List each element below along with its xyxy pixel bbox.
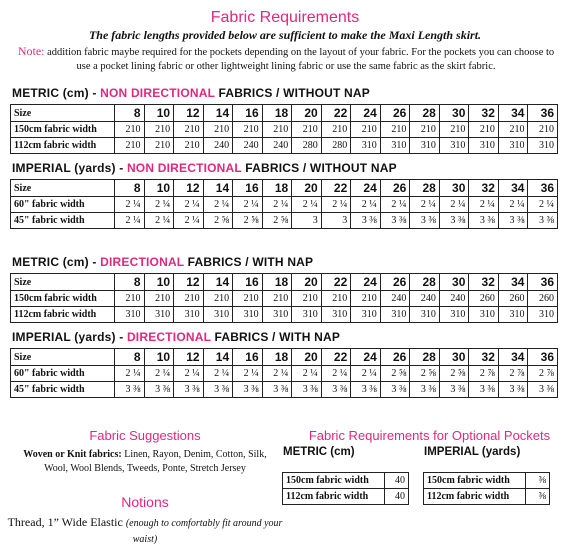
size-header: 24 — [351, 274, 381, 291]
table-cell: 310 — [410, 138, 440, 154]
table-metric-directional — [10, 273, 558, 323]
row-label: 45" fabric width — [11, 382, 115, 398]
table-cell: 260 — [498, 291, 528, 307]
table-cell: 3 ⅜ — [174, 382, 204, 398]
table-cell: 280 — [292, 138, 322, 154]
size-header: 18 — [262, 180, 292, 197]
heading-pink: NON DIRECTIONAL — [126, 161, 242, 175]
size-header: 30 — [439, 349, 469, 366]
table-imperial-non-directional — [10, 179, 558, 229]
heading-pink: DIRECTIONAL — [100, 255, 185, 269]
row-value: ⅜ — [526, 473, 550, 489]
table-cell: 210 — [380, 122, 410, 138]
table-cell: 2 ¼ — [498, 197, 528, 213]
heading-pre: IMPERIAL (yards) - — [12, 330, 127, 344]
row-value: 40 — [385, 489, 409, 505]
size-header: 32 — [469, 274, 499, 291]
table-row — [11, 291, 558, 307]
size-header-label: Size — [11, 274, 115, 291]
row-label: 150cm fabric width — [424, 473, 526, 489]
size-header: 10 — [144, 105, 174, 122]
size-header: 30 — [439, 180, 469, 197]
table-cell: 2 ⅝ — [262, 213, 292, 229]
row-label: 60" fabric width — [11, 197, 115, 213]
table-row — [283, 473, 409, 489]
table-cell: 210 — [174, 122, 204, 138]
table-cell: 2 ¼ — [174, 213, 204, 229]
section-heading-imperial-non-directional — [12, 161, 397, 175]
table-cell: 2 ¼ — [292, 197, 322, 213]
table-cell: 2 ¼ — [351, 197, 381, 213]
size-header: 12 — [174, 105, 204, 122]
table-cell: 310 — [144, 307, 174, 323]
size-header: 12 — [174, 274, 204, 291]
section-heading-metric-non-directional — [12, 86, 370, 100]
table-cell: 3 ⅜ — [144, 382, 174, 398]
table-metric-non-directional — [10, 104, 558, 154]
size-header: 8 — [115, 180, 145, 197]
table-row — [11, 122, 558, 138]
size-header: 26 — [380, 349, 410, 366]
notions-items: Thread, 1” Wide Elastic — [7, 515, 123, 529]
table-cell: 2 ¼ — [115, 213, 145, 229]
table-cell: 210 — [262, 291, 292, 307]
table-cell: 280 — [321, 138, 351, 154]
size-header: 20 — [292, 274, 322, 291]
table-cell: 210 — [292, 122, 322, 138]
table-cell: 310 — [498, 307, 528, 323]
notions-text — [0, 515, 290, 547]
table-cell: 310 — [115, 307, 145, 323]
heading-post: FABRICS / WITHOUT NAP — [241, 161, 397, 175]
table-cell: 2 ⅝ — [233, 213, 263, 229]
note-label: Note: — [17, 44, 45, 58]
table-cell: 210 — [351, 291, 381, 307]
suggestions-list: Linen, Rayon, Denim, Cotton, Silk, Wool, Wool Blends, Tweeds, Ponte, Stretch Jersey — [44, 449, 267, 474]
table-cell: 3 ⅜ — [528, 382, 558, 398]
table-cell: 3 ⅜ — [203, 382, 233, 398]
table-cell: 210 — [115, 138, 145, 154]
size-header: 20 — [292, 105, 322, 122]
table-cell: 210 — [439, 122, 469, 138]
table-cell: 210 — [321, 291, 351, 307]
size-header: 24 — [351, 180, 381, 197]
table-cell: 210 — [498, 122, 528, 138]
size-header: 36 — [528, 105, 558, 122]
row-label: 150cm fabric width — [11, 291, 115, 307]
table-header-row — [11, 180, 558, 197]
table-cell: 210 — [144, 291, 174, 307]
table-cell: 2 ¼ — [144, 213, 174, 229]
size-header: 12 — [174, 349, 204, 366]
table-cell: 240 — [203, 138, 233, 154]
table-cell: 210 — [233, 122, 263, 138]
table-cell: 310 — [469, 307, 499, 323]
table-cell: 3 ⅜ — [233, 382, 263, 398]
table-cell: 2 ⅝ — [380, 366, 410, 382]
table-cell: 310 — [233, 307, 263, 323]
table-cell: 2 ¼ — [469, 197, 499, 213]
table-cell: 2 ⅝ — [203, 213, 233, 229]
table-cell: 210 — [351, 122, 381, 138]
size-header: 26 — [380, 180, 410, 197]
table-cell: 2 ¼ — [262, 366, 292, 382]
table-cell: 3 ⅜ — [115, 382, 145, 398]
table-row — [424, 489, 550, 505]
size-header: 18 — [262, 349, 292, 366]
heading-post: FABRICS / WITH NAP — [210, 330, 341, 344]
heading-post: FABRICS / WITH NAP — [184, 255, 314, 269]
table-cell: 2 ¼ — [262, 197, 292, 213]
table-cell: 3 ⅜ — [262, 382, 292, 398]
size-header: 32 — [469, 105, 499, 122]
row-label: 112cm fabric width — [11, 307, 115, 323]
table-cell: 210 — [410, 122, 440, 138]
table-cell: 260 — [469, 291, 499, 307]
table-cell: 3 ⅜ — [351, 213, 381, 229]
table-cell: 2 ⅞ — [528, 366, 558, 382]
table-header-row — [11, 274, 558, 291]
table-cell: 210 — [144, 122, 174, 138]
table-cell: 210 — [203, 291, 233, 307]
size-header: 26 — [380, 105, 410, 122]
table-cell: 210 — [469, 122, 499, 138]
size-header-label: Size — [11, 180, 115, 197]
table-cell: 310 — [380, 307, 410, 323]
table-cell: 210 — [174, 291, 204, 307]
size-header: 8 — [115, 349, 145, 366]
size-header: 36 — [528, 349, 558, 366]
size-header: 16 — [233, 180, 263, 197]
size-header: 14 — [203, 180, 233, 197]
table-cell: 210 — [115, 291, 145, 307]
table-cell: 310 — [351, 138, 381, 154]
size-header: 14 — [203, 105, 233, 122]
size-header: 22 — [321, 180, 351, 197]
table-cell: 2 ¼ — [292, 366, 322, 382]
table-cell: 210 — [321, 122, 351, 138]
table-cell: 3 ⅜ — [380, 213, 410, 229]
table-cell: 310 — [410, 307, 440, 323]
size-header: 28 — [410, 274, 440, 291]
table-cell: 240 — [439, 291, 469, 307]
heading-pre: METRIC (cm) - — [12, 86, 101, 100]
note — [10, 44, 562, 74]
size-header: 22 — [321, 349, 351, 366]
table-cell: 3 ⅜ — [380, 382, 410, 398]
row-label: 112cm fabric width — [424, 489, 526, 505]
size-header: 36 — [528, 274, 558, 291]
size-header: 18 — [262, 105, 292, 122]
size-header: 28 — [410, 105, 440, 122]
size-header: 32 — [469, 180, 499, 197]
table-cell: 2 ¼ — [410, 197, 440, 213]
table-cell: 310 — [469, 138, 499, 154]
table-cell: 310 — [439, 138, 469, 154]
size-header: 14 — [203, 274, 233, 291]
notions-title: Notions — [121, 494, 169, 510]
heading-pink: DIRECTIONAL — [126, 330, 211, 344]
table-cell: 310 — [528, 138, 558, 154]
heading-pre: METRIC (cm) - — [12, 255, 101, 269]
heading-pre: IMPERIAL (yards) - — [12, 161, 127, 175]
table-cell: 3 ⅜ — [321, 382, 351, 398]
table-cell: 3 ⅜ — [469, 382, 499, 398]
table-row — [11, 213, 558, 229]
size-header: 22 — [321, 274, 351, 291]
table-cell: 2 ¼ — [351, 366, 381, 382]
table-header-row — [11, 349, 558, 366]
page-subtitle: The fabric lengths provided below are sufficient to make the Maxi Length skirt. — [88, 28, 482, 42]
size-header: 16 — [233, 105, 263, 122]
table-cell: 3 ⅜ — [469, 213, 499, 229]
table-cell: 260 — [528, 291, 558, 307]
table-row — [11, 138, 558, 154]
table-cell: 2 ¼ — [439, 197, 469, 213]
suggestions-title: Fabric Suggestions — [89, 428, 201, 443]
notions-note: (enough to comfortably fit around your waist) — [125, 518, 283, 545]
table-cell: 2 ⅝ — [410, 366, 440, 382]
table-row — [11, 197, 558, 213]
size-header: 20 — [292, 349, 322, 366]
size-header: 36 — [528, 180, 558, 197]
size-header: 24 — [351, 105, 381, 122]
table-cell: 310 — [262, 307, 292, 323]
table-cell: 2 ⅝ — [439, 366, 469, 382]
size-header: 30 — [439, 105, 469, 122]
table-cell: 310 — [321, 307, 351, 323]
table-cell: 210 — [528, 122, 558, 138]
table-cell: 310 — [439, 307, 469, 323]
heading-pink: NON DIRECTIONAL — [100, 86, 215, 100]
pockets-imperial-heading: IMPERIAL (yards) — [424, 446, 521, 458]
row-value: 40 — [385, 473, 409, 489]
table-cell: 2 ¼ — [115, 197, 145, 213]
table-cell: 3 ⅜ — [351, 382, 381, 398]
table-cell: 240 — [262, 138, 292, 154]
size-header: 34 — [498, 105, 528, 122]
table-cell: 2 ¼ — [203, 366, 233, 382]
table-cell: 2 ¼ — [233, 366, 263, 382]
table-header-row — [11, 105, 558, 122]
table-cell: 210 — [144, 138, 174, 154]
table-cell: 3 ⅜ — [410, 382, 440, 398]
pockets-imperial-table — [423, 472, 550, 505]
size-header: 34 — [498, 349, 528, 366]
table-cell: 310 — [292, 307, 322, 323]
table-cell: 3 — [321, 213, 351, 229]
table-cell: 2 ⅞ — [498, 366, 528, 382]
size-header: 32 — [469, 349, 499, 366]
size-header: 8 — [115, 105, 145, 122]
table-cell: 2 ¼ — [203, 197, 233, 213]
table-cell: 3 ⅜ — [439, 213, 469, 229]
table-cell: 3 ⅜ — [439, 382, 469, 398]
size-header: 22 — [321, 105, 351, 122]
table-row — [11, 307, 558, 323]
table-cell: 210 — [174, 138, 204, 154]
size-header-label: Size — [11, 105, 115, 122]
table-cell: 310 — [174, 307, 204, 323]
table-cell: 2 ¼ — [380, 197, 410, 213]
table-cell: 2 ¼ — [321, 197, 351, 213]
size-header: 10 — [144, 180, 174, 197]
table-row — [424, 473, 550, 489]
table-cell: 3 ⅜ — [410, 213, 440, 229]
row-label: 150cm fabric width — [283, 473, 385, 489]
size-header: 28 — [410, 180, 440, 197]
size-header: 20 — [292, 180, 322, 197]
table-cell: 210 — [115, 122, 145, 138]
size-header: 26 — [380, 274, 410, 291]
table-cell: 3 — [292, 213, 322, 229]
table-cell: 2 ¼ — [144, 366, 174, 382]
size-header: 16 — [233, 349, 263, 366]
table-cell: 310 — [351, 307, 381, 323]
table-cell: 2 ¼ — [115, 366, 145, 382]
note-text: addition fabric maybe required for the pockets depending on the layout of your fabric. For the pockets you can choose to use a pocket lining fabric or other lightweight lining fabric or use the same fabric as the skirt fabric. — [44, 47, 555, 72]
table-cell: 210 — [233, 291, 263, 307]
table-cell: 210 — [203, 122, 233, 138]
row-label: 45" fabric width — [11, 213, 115, 229]
page-title: Fabric Requirements — [210, 9, 360, 26]
table-cell: 3 ⅜ — [498, 382, 528, 398]
size-header: 34 — [498, 180, 528, 197]
heading-post: FABRICS / WITHOUT NAP — [214, 86, 370, 100]
table-cell: 240 — [410, 291, 440, 307]
size-header: 10 — [144, 274, 174, 291]
row-label: 112cm fabric width — [11, 138, 115, 154]
size-header: 10 — [144, 349, 174, 366]
table-cell: 310 — [380, 138, 410, 154]
size-header: 28 — [410, 349, 440, 366]
table-cell: 2 ⅞ — [469, 366, 499, 382]
row-label: 150cm fabric width — [11, 122, 115, 138]
table-cell: 2 ¼ — [321, 366, 351, 382]
suggestions-lead: Woven or Knit fabrics: — [23, 449, 122, 460]
size-header: 30 — [439, 274, 469, 291]
table-cell: 2 ¼ — [233, 197, 263, 213]
table-row — [11, 366, 558, 382]
table-cell: 210 — [292, 291, 322, 307]
size-header: 18 — [262, 274, 292, 291]
row-label: 112cm fabric width — [283, 489, 385, 505]
section-heading-imperial-directional — [12, 330, 340, 344]
table-cell: 310 — [528, 307, 558, 323]
table-row — [11, 382, 558, 398]
size-header: 14 — [203, 349, 233, 366]
table-cell: 3 ⅜ — [528, 213, 558, 229]
size-header: 8 — [115, 274, 145, 291]
size-header: 34 — [498, 274, 528, 291]
suggestions-text — [20, 448, 270, 476]
table-cell: 2 ¼ — [174, 366, 204, 382]
table-cell: 3 ⅜ — [292, 382, 322, 398]
size-header: 16 — [233, 274, 263, 291]
size-header-label: Size — [11, 349, 115, 366]
pockets-title: Fabric Requirements for Optional Pockets — [308, 428, 551, 443]
table-cell: 2 ¼ — [144, 197, 174, 213]
table-cell: 240 — [233, 138, 263, 154]
pockets-metric-heading: METRIC (cm) — [283, 446, 355, 458]
table-imperial-directional — [10, 348, 558, 398]
size-header: 24 — [351, 349, 381, 366]
row-value: ⅜ — [526, 489, 550, 505]
table-cell: 2 ¼ — [174, 197, 204, 213]
table-cell: 240 — [380, 291, 410, 307]
table-row — [283, 489, 409, 505]
section-heading-metric-directional — [12, 255, 313, 269]
size-header: 12 — [174, 180, 204, 197]
table-cell: 310 — [203, 307, 233, 323]
pockets-metric-table — [282, 472, 409, 505]
table-cell: 310 — [498, 138, 528, 154]
table-cell: 2 ¼ — [528, 197, 558, 213]
row-label: 60" fabric width — [11, 366, 115, 382]
table-cell: 3 ⅜ — [498, 213, 528, 229]
table-cell: 210 — [262, 122, 292, 138]
